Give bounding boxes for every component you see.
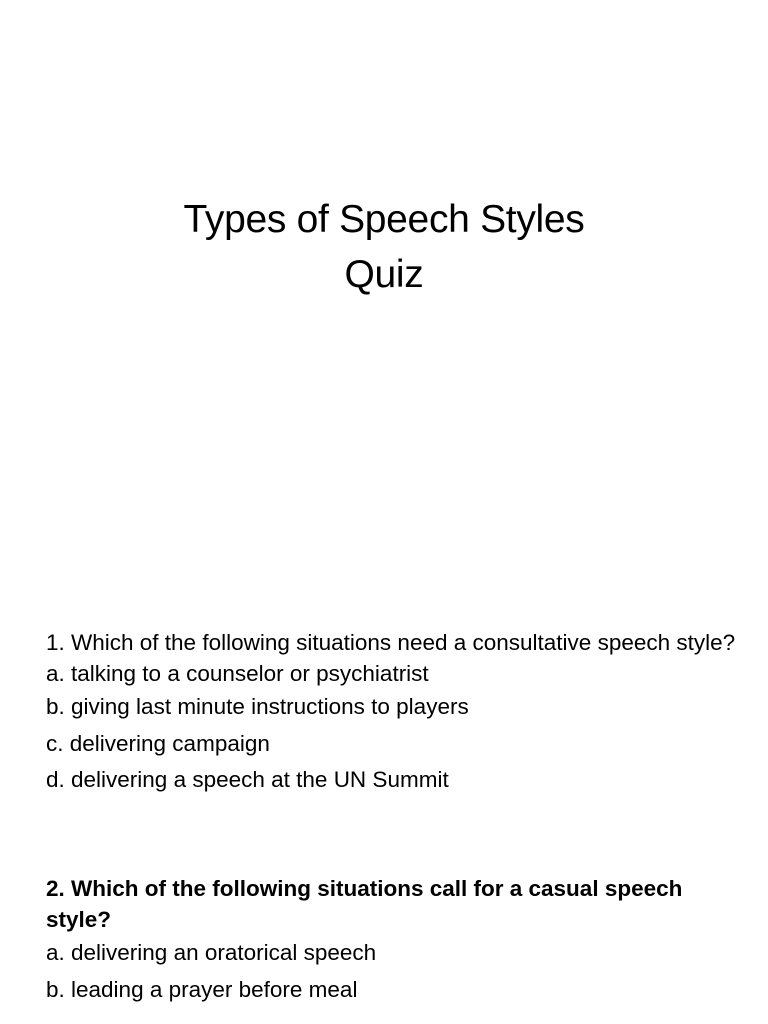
question-1-option-a: a. talking to a counselor or psychiatrist [46,661,429,686]
question-1 [46,627,736,799]
question-2-option-b: b. leading a prayer before meal [46,976,358,1002]
question-2-option-a: a. delivering an oratorical speech [46,940,377,965]
title-line-2: Quiz [344,253,424,296]
question-1-option-b: b. giving last minute instructions to players [46,694,469,719]
question-2-options [46,935,736,1008]
question-1-options [46,658,736,799]
question-2-text: 2. Which of the following situations call for a casual speech style? [46,876,683,932]
question-1-text: 1. Which of the following situations need a consultative speech style? [46,630,736,655]
question-2 [46,873,736,1008]
page-title [0,192,768,302]
question-1-option-c: c. delivering campaign [46,730,270,756]
title-line-1: Types of Speech Styles [183,198,585,241]
question-1-option-d: d. delivering a speech at the UN Summit [46,767,449,792]
